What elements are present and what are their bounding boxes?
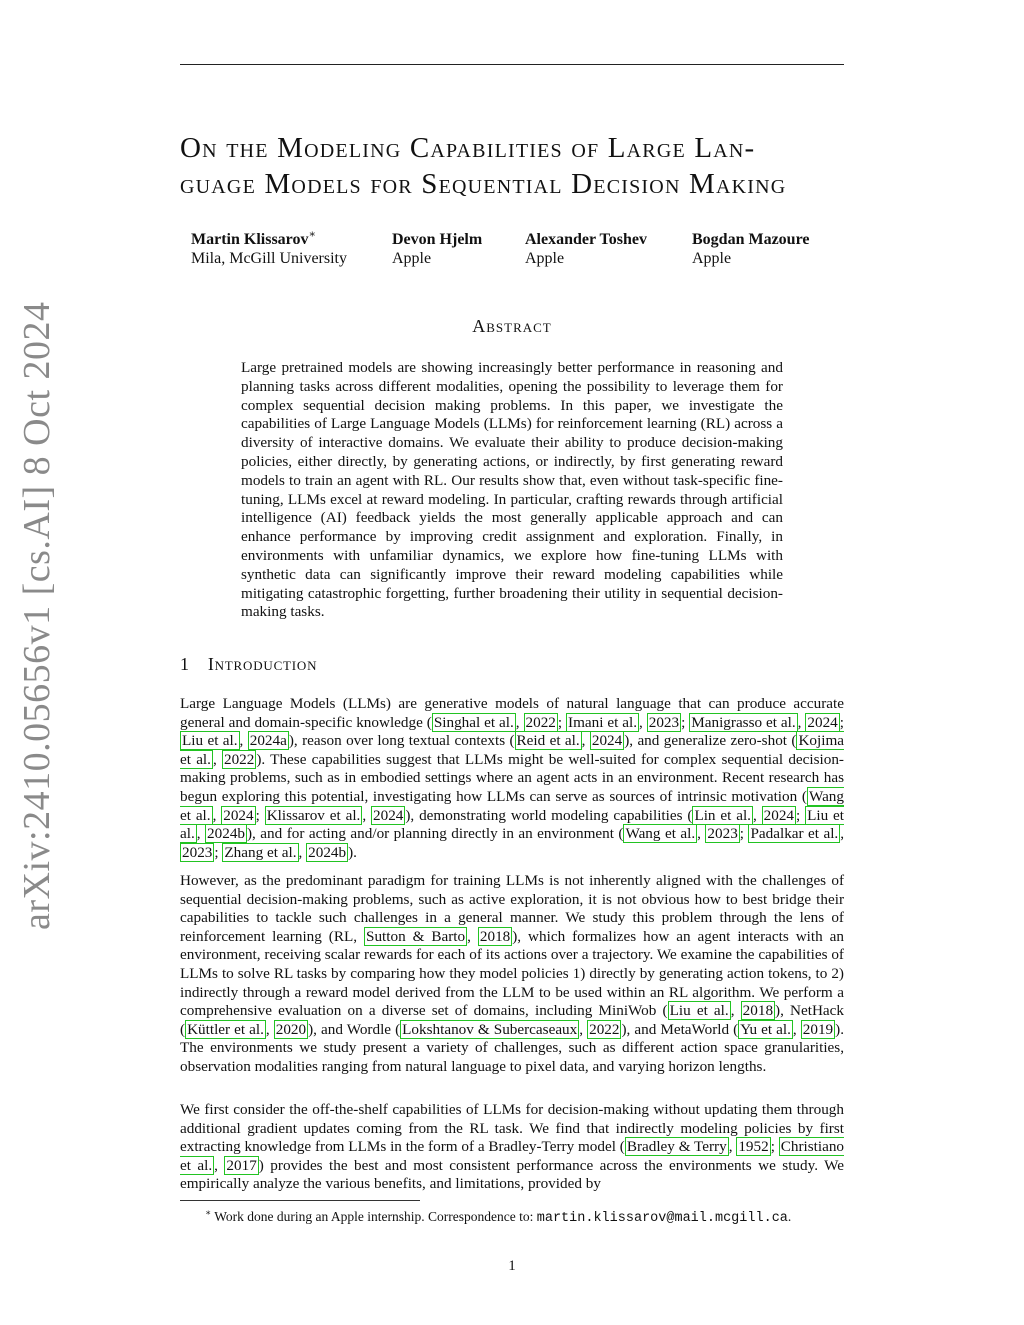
- author-3: [525, 230, 647, 268]
- intro-paragraph-1: Large Language Models (LLMs) are generative models of natural language that can produce accurate general and domain-specific knowledge ( Singhal et al. , 2022 ; Imani et al. , 2023 ; Manigrasso et al. , 2024 ; Liu et al. , 2024a ), reason over long textual contexts ( Reid et al. , 2024 ), and generalize zero-shot ( Kojima et al. , 2022 ). These capabilities suggest that LLMs might be well-suited for complex sequential decision-making problems, such as in embodied settings where an agent acts in an environment. Recent research has begun exploring this potential, investigating how LLMs can serve as sources of intrinsic motivation ( Wang et al. , 2024 ; Klissarov et al. , 2024 ), demonstrating world modeling capabilities ( Lin et al. , 2024 ; Liu et al. , 2024b ), and for acting and/or planning directly in an environment ( Wang et al. , 2023 ; Padalkar et al. , 2023 ; Zhang et al. , 2024b ).: [180, 695, 845, 861]
- author-name: Bogdan Mazoure: [692, 231, 810, 248]
- section-title: Introduction: [207, 654, 318, 674]
- citation-link[interactable]: 2017: [226, 1156, 257, 1174]
- arxiv-stamp: arXiv:2410.05656v1 [cs.AI] 8 Oct 2024: [16, 301, 58, 930]
- paper-title: [180, 130, 860, 202]
- author-affiliation: Apple: [525, 250, 565, 267]
- citation-link[interactable]: 2019: [802, 1020, 834, 1038]
- author-name: Devon Hjelm: [392, 231, 483, 248]
- citation-link[interactable]: 2024: [591, 732, 623, 750]
- citation-link[interactable]: Klissarov et al.: [266, 806, 361, 824]
- footnote: ∗ Work done during an Apple internship. Correspondence to: martin.klissarov@mail.mcgill.ca.: [205, 1207, 792, 1226]
- footnote-mark: ∗: [205, 1207, 212, 1218]
- citation-link[interactable]: 2022: [525, 713, 556, 731]
- citation-link[interactable]: 2018: [479, 927, 511, 945]
- citation-link[interactable]: Liu et al.: [180, 806, 844, 843]
- citation-link[interactable]: 2024: [373, 806, 404, 824]
- author-affiliation: Apple: [692, 250, 732, 267]
- citation-link[interactable]: 2024b: [207, 825, 245, 843]
- citation-link[interactable]: Lokshtanov & Subercaseaux: [402, 1020, 578, 1038]
- intro-paragraph-2: However, as the predominant paradigm for training LLMs is not inherently aligned with the challenges of sequential decision-making problems, such as active exploration, it is not obvious how to best bridge their capabilities to tackle such challenges in a general manner. We study this problem through the lens of reinforcement learning (RL, Sutton & Barto , 2018 ), which formalizes how an agent interacts with an environment, receiving scalar rewards for each of its actions over a trajectory. We examine the capabilities of LLMs to solve RL tasks by comparing how they model policies 1) directly by generating action tokens, to 2) indirectly through a reward model derived from the LLM to be used within an RL algorithm. We perform a comprehensive evaluation on a diverse set of domains, including MiniWob ( Liu et al. , 2018 ), NetHack ( Küttler et al. , 2020 ), and Wordle ( Lokshtanov & Subercaseaux , 2022 ), and MetaWorld ( Yu et al. , 2019 ). The environments we study present a variety of challenges, such as different action space granularities, observation modalities ranging from natural language to pixel data, and varying horizon lengths.: [180, 872, 845, 1075]
- author-4: [692, 230, 809, 268]
- abstract-text: Large pretrained models are showing increasingly better performance in reasoning and planning tasks across different modalities, opening the possibility to leverage them for complex sequential decision making problems. In this paper, we investigate the capabilities of Large Language Models (LLMs) for reinforcement learning (RL) across a diversity of interactive domains. We evaluate their ability to produce decision-making policies, either directly, by generating actions, or indirectly, by first generating reward models to train an agent with RL. Our results show that, even without task-specific fine-tuning, LLMs excel at reward modeling. In particular, crafting rewards through artificial intelligence (AI) feedback yields the most generally applicable approach and can enhance performance by improving credit assignment and exploration. Finally, in environments with unfamiliar dynamics, we explore how fine-tuning LLMs with synthetic data can significantly improve their reward modeling capabilities while mitigating catastrophic forgetting, further broadening their utility in sequential decision-making tasks.: [241, 359, 783, 621]
- citation-link[interactable]: 2022: [223, 750, 255, 768]
- citation-link[interactable]: 2024: [807, 713, 838, 731]
- title-line-2: guage Models for Sequential Decision Making: [180, 168, 787, 200]
- citation-link[interactable]: Liu et al.: [182, 732, 238, 750]
- author-name: Martin Klissarov∗: [191, 228, 316, 248]
- citation-link[interactable]: 2023: [182, 843, 213, 861]
- citation-link[interactable]: 1952: [738, 1138, 769, 1156]
- footnote-rule: [180, 1200, 420, 1201]
- citation-link[interactable]: 2018: [742, 1002, 774, 1020]
- top-rule: [180, 64, 844, 65]
- citation-link[interactable]: Wang et al.: [180, 787, 844, 824]
- section-number: 1: [180, 654, 190, 674]
- citation-link[interactable]: Manigrasso et al.: [691, 713, 796, 731]
- author-block: [0, 230, 1024, 280]
- citation-link[interactable]: Padalkar et al.: [750, 825, 839, 843]
- citation-link[interactable]: Liu et al.: [669, 1002, 729, 1020]
- correspondence-email[interactable]: martin.klissarov@mail.mcgill.ca: [536, 1211, 788, 1226]
- abstract-heading: Abstract: [472, 316, 552, 336]
- page-number: 1: [508, 1258, 516, 1274]
- citation-link[interactable]: Kojima et al.: [180, 732, 844, 768]
- title-line-1: On the Modeling Capabilities of Large Lan-: [180, 132, 756, 164]
- citation-link[interactable]: Sutton & Barto: [366, 927, 466, 945]
- author-2: [392, 230, 482, 268]
- citation-link[interactable]: 2024: [223, 806, 254, 824]
- citation-link[interactable]: 2022: [589, 1020, 620, 1038]
- citation-link[interactable]: Christiano et al.: [180, 1138, 845, 1174]
- citation-link[interactable]: Yu et al.: [740, 1020, 791, 1038]
- intro-paragraph-3: We first consider the off-the-shelf capabilities of LLMs for decision-making without updating them through additional gradient updates coming from the RL task. We find that indirectly modeling policies by first extracting knowledge from LLMs in the form of a Bradley-Terry model ( Bradley & Terry , 1952 ; Christiano et al. , 2017 ) provides the best and most consistent performance across the environments we study. We empirically analyze the various benefits, and limitations, provided by: [180, 1101, 845, 1193]
- citation-link[interactable]: 2020: [275, 1020, 307, 1038]
- citation-link[interactable]: 2024a: [249, 732, 287, 750]
- citation-link[interactable]: 2023: [707, 825, 738, 843]
- author-affiliation: Apple: [392, 250, 432, 267]
- citation-link[interactable]: Wang et al.: [625, 825, 696, 843]
- citation-link[interactable]: 2024: [763, 806, 794, 824]
- author-affiliation: Mila, McGill University: [191, 250, 347, 267]
- citation-link[interactable]: Bradley & Terry: [626, 1138, 727, 1156]
- citation-link[interactable]: 2023: [648, 713, 680, 731]
- section-heading-introduction: [180, 654, 317, 675]
- citation-link[interactable]: Singhal et al.: [433, 713, 514, 731]
- citation-link[interactable]: Zhang et al.: [224, 843, 297, 861]
- citation-link[interactable]: 2024b: [308, 843, 347, 861]
- author-1: [191, 230, 347, 268]
- citation-link[interactable]: Küttler et al.: [187, 1020, 264, 1038]
- citation-link[interactable]: Imani et al.: [568, 713, 637, 731]
- author-footnote-mark: ∗: [308, 228, 316, 241]
- citation-link[interactable]: Lin et al.: [694, 806, 751, 824]
- author-name: Alexander Toshev: [525, 231, 647, 248]
- citation-link[interactable]: Reid et al.: [516, 732, 580, 750]
